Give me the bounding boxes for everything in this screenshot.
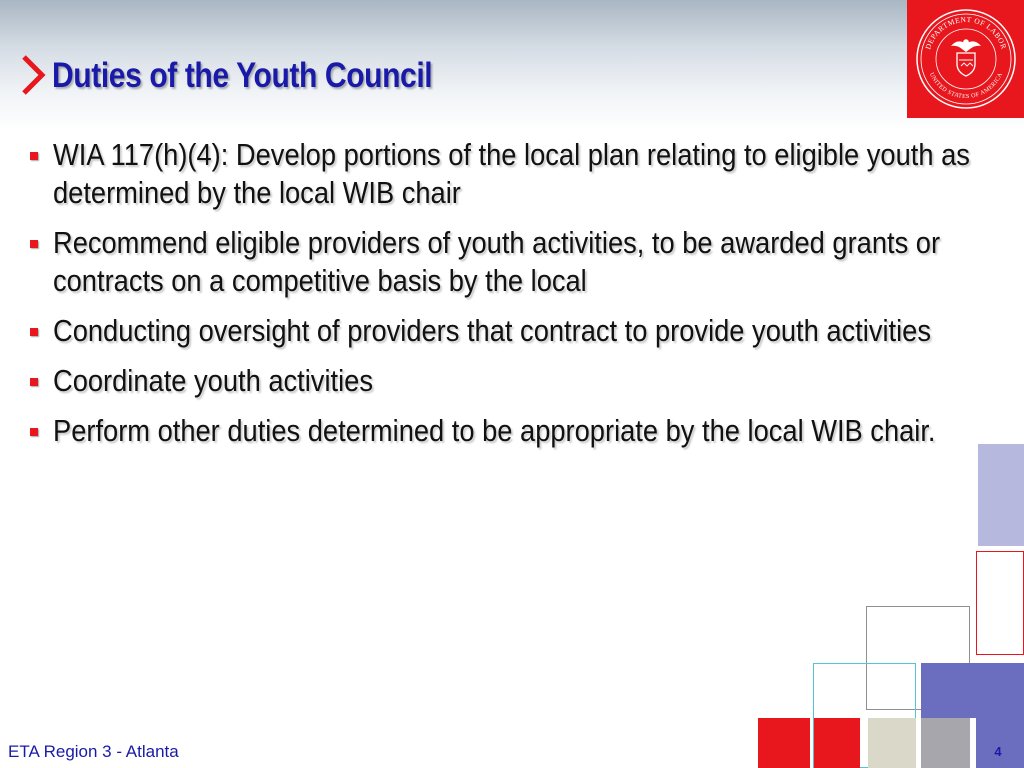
decor-square-lavender [978, 444, 1024, 546]
decor-square-periwinkle [921, 663, 1024, 718]
bullet-square-icon [30, 152, 38, 160]
bullet-text: Conducting oversight of providers that contract to provide youth activities [53, 313, 931, 348]
decor-square-blue [976, 718, 1024, 768]
bullet-square-icon [30, 240, 38, 248]
shield-icon [957, 53, 975, 76]
bullet-text: Coordinate youth activities [53, 363, 373, 398]
page-number: 4 [994, 744, 1002, 759]
decor-square-gray [921, 718, 970, 768]
bullet-item [30, 224, 990, 300]
seal-bottom-text: UNITED STATES OF AMERICA [927, 71, 1005, 101]
bullet-text: Perform other duties determined to be appropriate by the local WIB chair. [53, 413, 936, 448]
footer-text: ETA Region 3 - Atlanta [8, 742, 179, 761]
chevron-right-icon [18, 54, 48, 96]
bullet-item [30, 312, 990, 350]
decor-square-beige [868, 718, 916, 768]
decor-square-red [814, 718, 860, 768]
bullet-text: Recommend eligible providers of youth activities, to be awarded grants or contracts on a competitive basis by the local [53, 225, 941, 298]
bullet-square-icon [30, 328, 38, 336]
decor-square-red [758, 718, 810, 768]
decor-square-red-outline [976, 551, 1024, 655]
bullet-item [30, 412, 990, 450]
dol-seal-logo [907, 0, 1024, 118]
bullet-text: WIA 117(h)(4): Develop portions of the local plan relating to eligible youth as determined by the local WIB chair [53, 137, 970, 210]
bullet-list [30, 136, 990, 462]
bullet-square-icon [30, 428, 38, 436]
bullet-item [30, 136, 990, 212]
bullet-square-icon [30, 378, 38, 386]
slide-title: Duties of the Youth Council [52, 56, 433, 95]
seal-top-text: DEPARTMENT OF LABOR [923, 14, 1009, 51]
eagle-icon [951, 39, 981, 52]
bullet-item [30, 362, 990, 400]
